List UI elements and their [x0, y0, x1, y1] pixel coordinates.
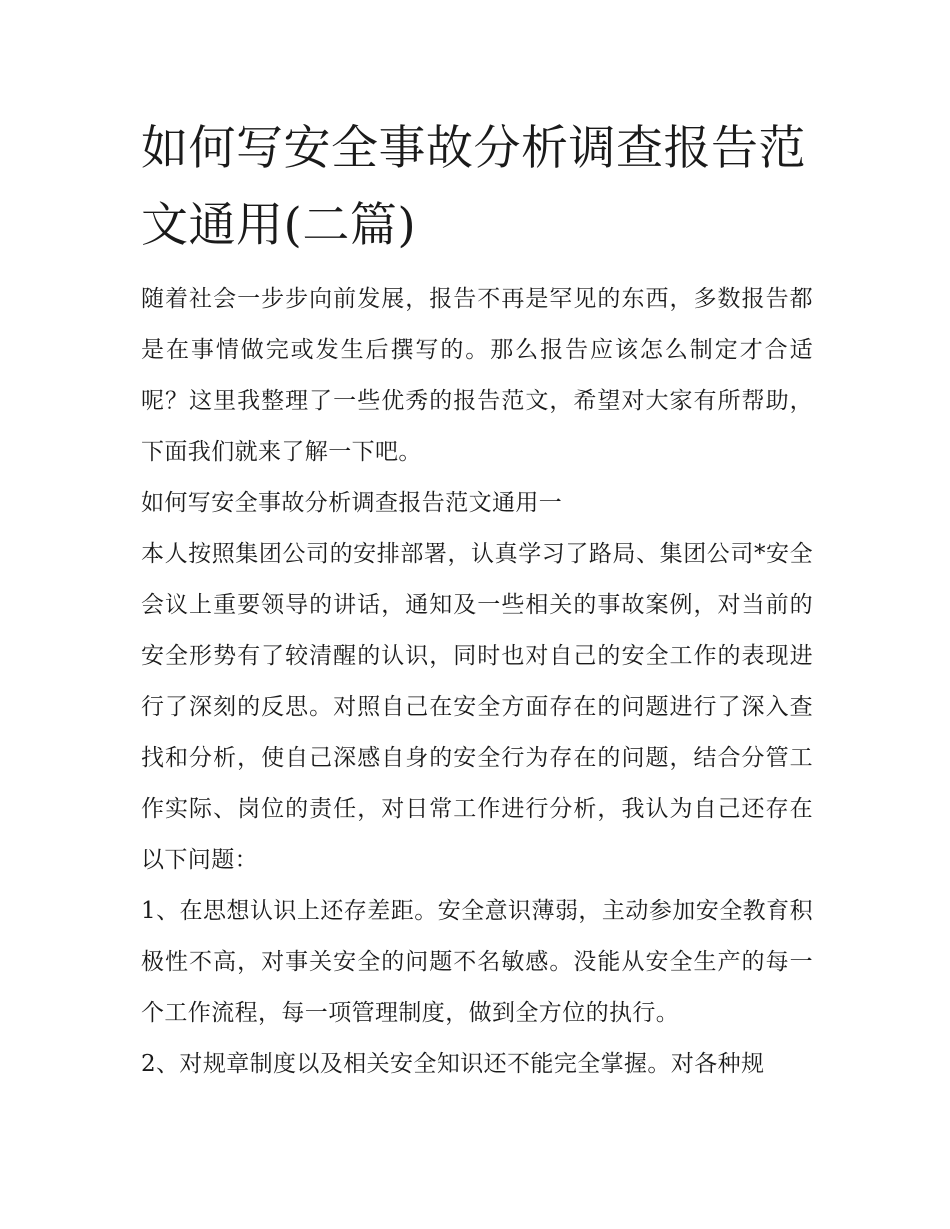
section-heading: 如何写安全事故分析调查报告范文通用一 — [141, 490, 563, 516]
document-title: 如何写安全事故分析调查报告范文通用(二篇) — [141, 121, 806, 253]
document-body — [141, 110, 813, 1090]
intro-paragraph: 随着社会一步步向前发展，报告不再是罕见的东西，多数报告都是在事情做完或发生后撰写的。那么报告应该怎么制定才合适呢？这里我整理了一些优秀的报告范文，希望对大家有所帮助，下面我们就来了解一下吧。 — [141, 286, 813, 465]
body-paragraph: 本人按照集团公司的安排部署，认真学习了路局、集团公司*安全会议上重要领导的讲话，通知及一些相关的事故案例，对当前的安全形势有了较清醒的认识，同时也对自己的安全工作的表现进行了深刻的反思。对照自己在安全方面存在的问题进行了深入查找和分析，使自己深感自身的安全行为存在的问题，结合分管工作实际、岗位的责任，对日常工作进行分析，我认为自己还存在以下问题： — [141, 541, 813, 873]
list-item-1: 1、在思想认识上还存差距。安全意识薄弱，主动参加安全教育积极性不高，对事关安全的问题不名敏感。没能从安全生产的每一个工作流程，每一项管理制度，做到全方位的执行。 — [141, 898, 813, 1026]
list-item-2: 2、对规章制度以及相关安全知识还不能完全掌握。对各种规 — [141, 1051, 765, 1077]
